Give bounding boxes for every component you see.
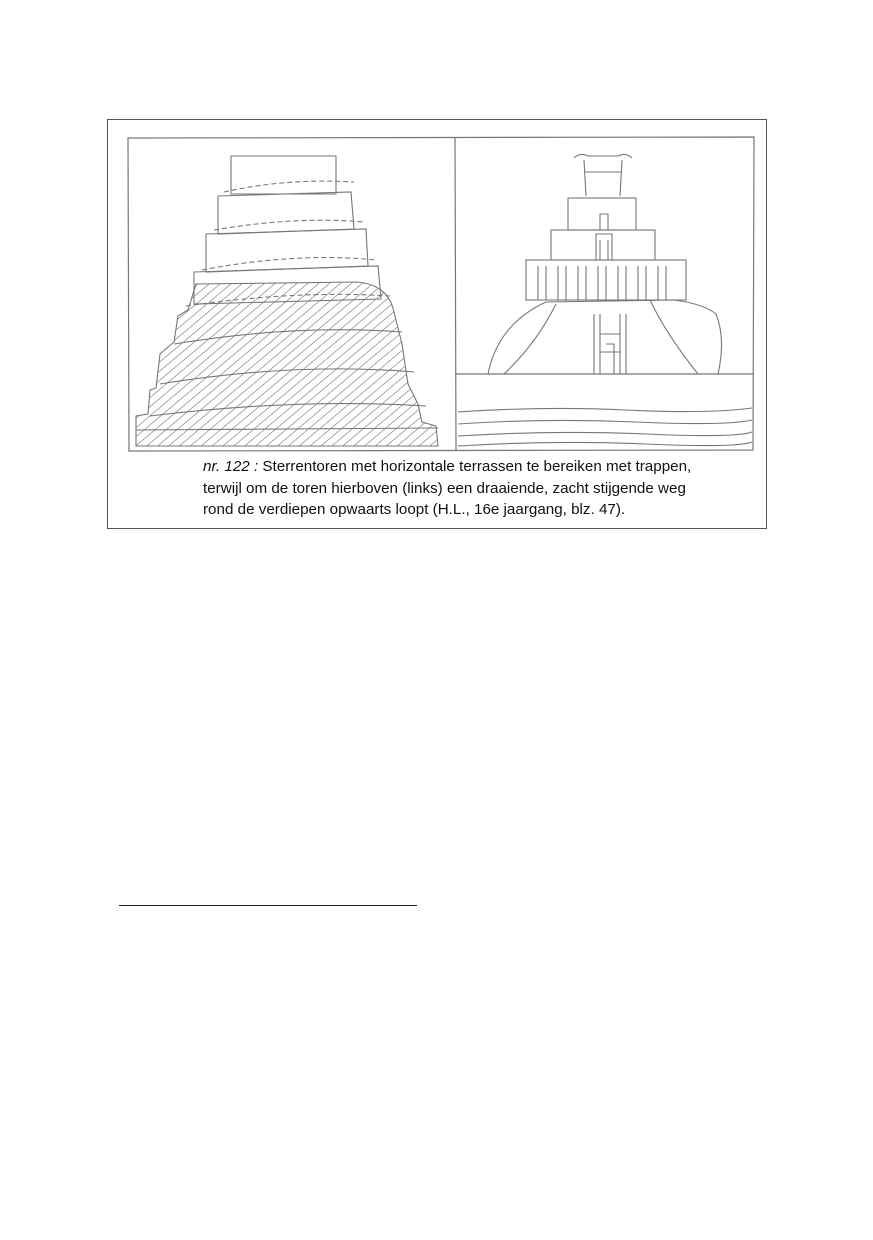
tower-sketch-illustration: [126, 134, 756, 454]
caption-line-3: rond de verdiepen opwaarts loopt (H.L., 16e jaargang, blz. 47).: [203, 501, 626, 518]
caption-number: nr. 122 :: [203, 458, 259, 475]
footnote-separator: [119, 905, 417, 906]
caption-line-1: [203, 456, 763, 478]
left-tower-drawing: [136, 156, 438, 446]
caption-line-2: terwijl om de toren hierboven (links) een draaiende, zacht stijgende weg: [203, 479, 686, 497]
right-tower-drawing: [456, 154, 753, 446]
figure-caption: [203, 456, 763, 521]
caption-text-1: Sterrentoren met horizontale terrassen te bereiken met trappen,: [262, 458, 692, 475]
figure-frame: [107, 119, 767, 529]
